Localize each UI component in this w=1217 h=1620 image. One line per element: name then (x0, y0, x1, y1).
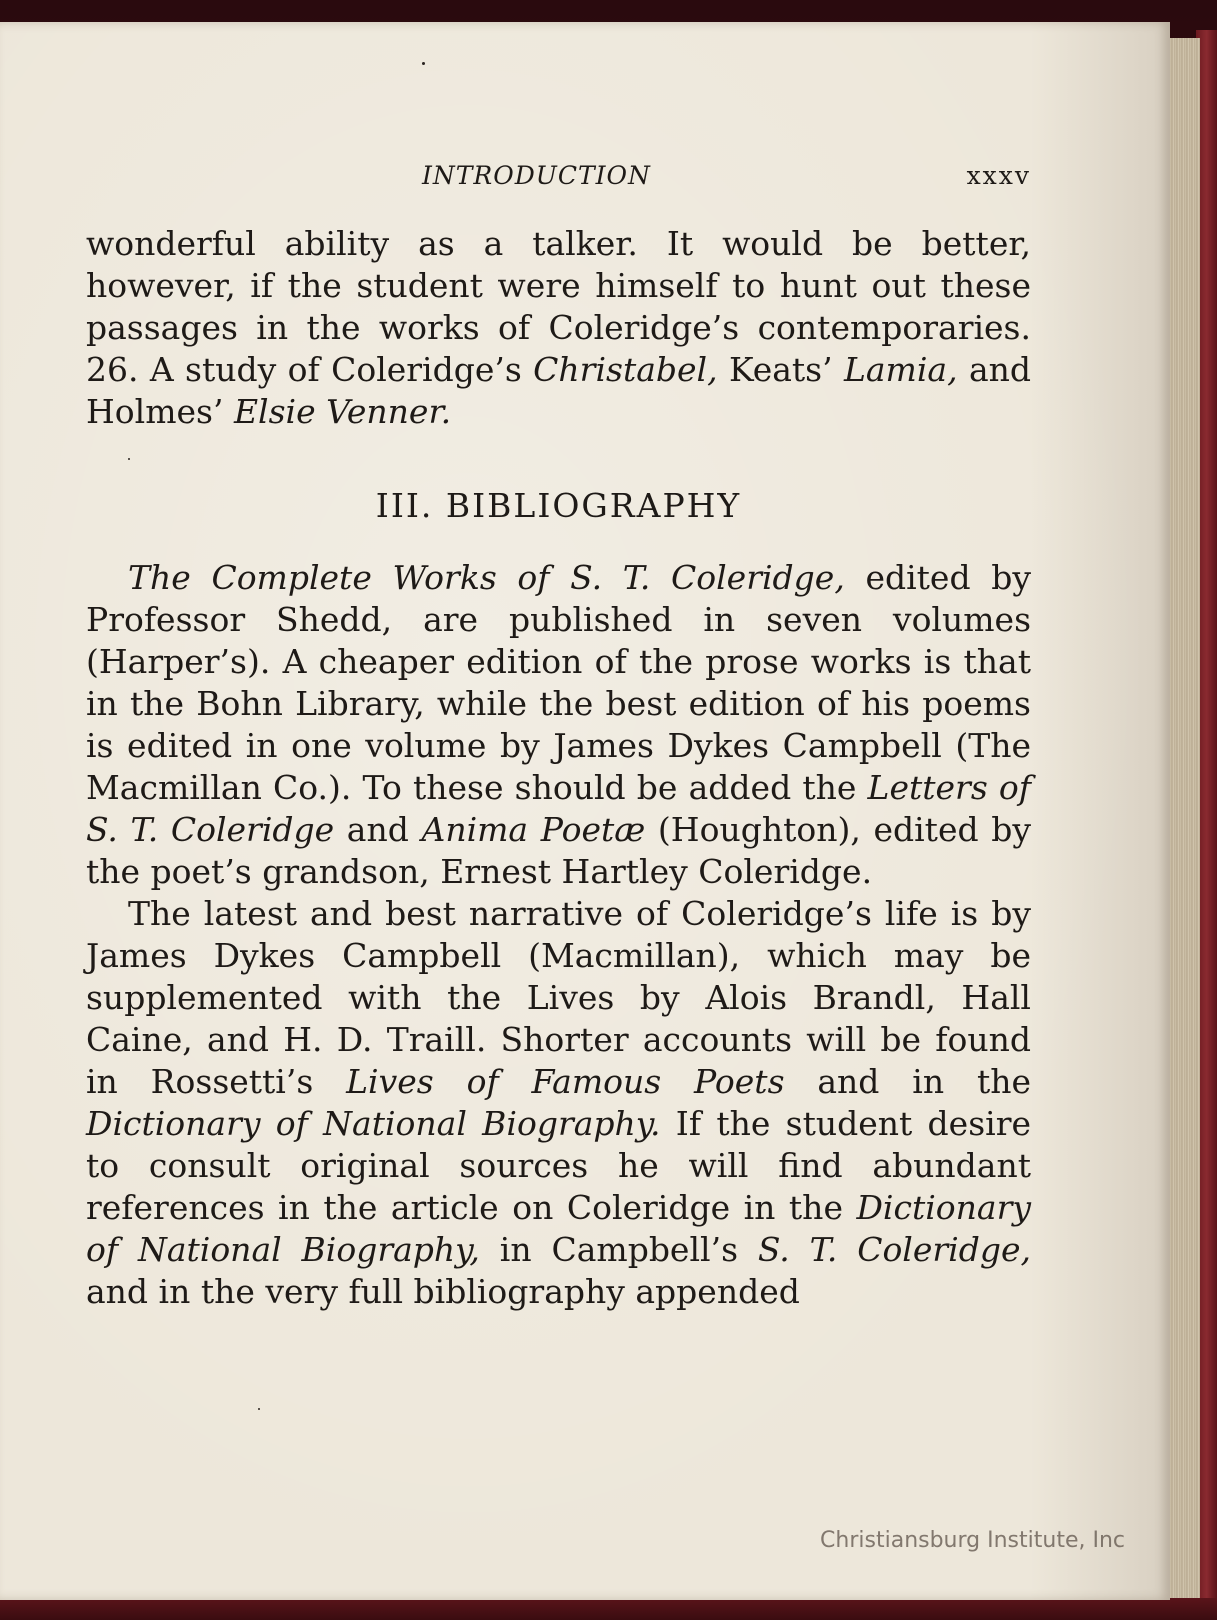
paragraph-text: and in the (784, 1062, 1031, 1101)
title-anima-poetae: Anima Poetæ (421, 810, 646, 849)
intro-text: and Holmes’ (86, 350, 1031, 431)
intro-text: Keats’ (717, 350, 844, 389)
book-bottom-edge (0, 1598, 1217, 1620)
title-lamia: Lamia, (843, 350, 958, 389)
page-edges (1168, 38, 1200, 1598)
bibliography-paragraph-1 (86, 557, 1031, 893)
intro-text: wonderful ability as a talker. It would be better, however, if the student were himself to hunt out these passages in the works of Coleridge’s contemporaries. 26. A study of Coleridge’s (86, 224, 1031, 389)
paragraph-text: If the student desire to consult original sources he will find abundant references in the article on Coleridge in the (86, 1104, 1031, 1227)
page-content (86, 155, 1031, 1313)
title-st-coleridge: S. T. Coleridge, (757, 1230, 1031, 1269)
title-dictionary-of-national-biography: Dictionary of National Biography. (86, 1104, 661, 1143)
paragraph-text: in Campbell’s (479, 1230, 758, 1269)
title-dictionary-of-national-biography: Dictionary of National Biography, (86, 1188, 1031, 1269)
paragraph-text: edited by Professor Shedd, are published in seven volumes (Harper’s). A cheaper edition of the prose works is that in the Bohn Library, while the best edition of his poems is edited in one volume by James Dykes Campbell (The Macmillan Co.). To these should be added the (86, 558, 1032, 807)
title-lives-of-famous-poets: Lives of Famous Poets (346, 1062, 785, 1101)
ink-speck (258, 1408, 260, 1410)
paragraph-text: and in the very full bibliography appended (86, 1272, 800, 1311)
paragraph-text: and (334, 810, 422, 849)
ink-speck (422, 62, 425, 65)
section-heading: III. BIBLIOGRAPHY (375, 486, 742, 525)
running-title: INTRODUCTION (422, 161, 651, 190)
title-christabel: Christabel, (533, 350, 718, 389)
running-head (86, 155, 1031, 195)
title-elsie-venner: Elsie Venner. (233, 392, 452, 431)
intro-paragraph (86, 223, 1031, 433)
bibliography-paragraph-2 (86, 893, 1031, 1313)
watermark: Christiansburg Institute, Inc (820, 1528, 1125, 1553)
title-letters: Letters of S. T. Coleridge (86, 768, 1031, 849)
page-number: xxxv (966, 161, 1031, 190)
title-complete-works: The Complete Works of S. T. Coleridge, (128, 558, 845, 597)
paragraph-text: (Houghton), edited by the poet’s grandson, Ernest Hartley Coleridge. (86, 810, 1032, 891)
paragraph-text: The latest and best narrative of Coleridge’s life is by James Dykes Campbell (Macmillan), which may be supplemented with the Lives by Alois Brandl, Hall Caine, and H. D. Traill. Shorter accounts will be found in Rossetti’s (86, 894, 1031, 1101)
